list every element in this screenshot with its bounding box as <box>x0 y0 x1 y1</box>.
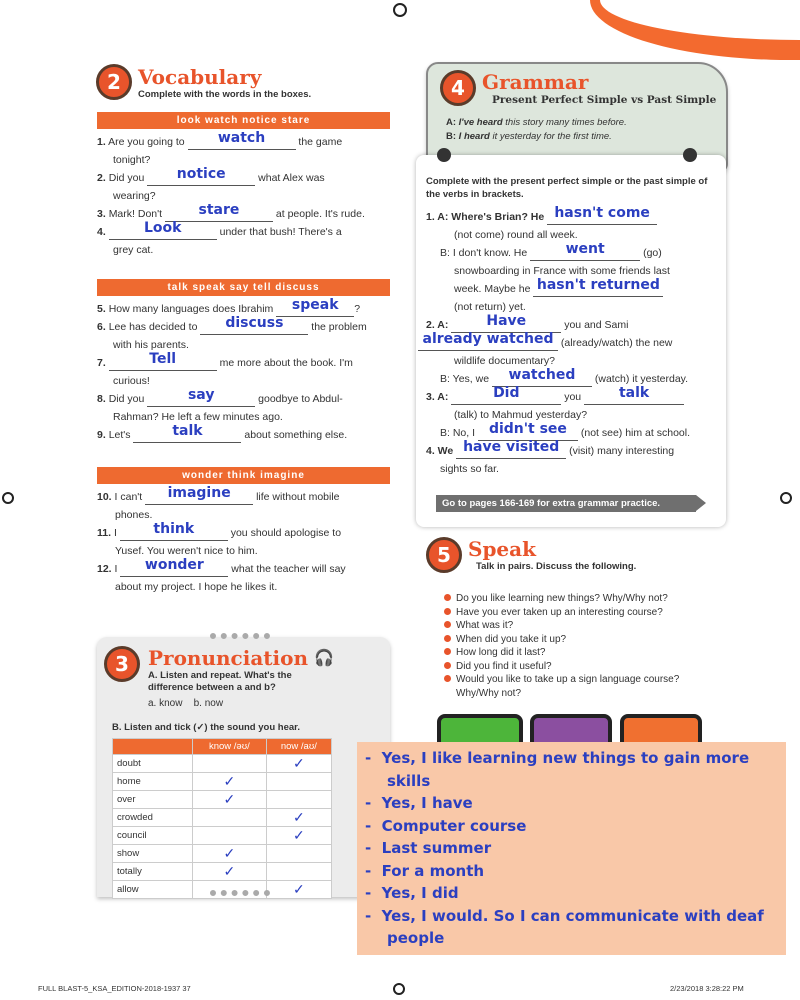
grammar-header <box>440 70 720 106</box>
speak-questions <box>444 592 724 700</box>
answer-line: - Computer course <box>365 816 527 835</box>
answer-say: say <box>187 387 215 403</box>
vocab-item-12: 12. I wonder what the teacher will say <box>97 557 346 575</box>
grammar-line: (not come) round all week. <box>454 229 578 241</box>
vocab-item-10: 10. I can't imagine life without mobile <box>97 485 340 503</box>
list-item: When did you take it up? <box>444 633 724 647</box>
list-item: What was it? <box>444 619 724 633</box>
list-item: Did you find it useful? <box>444 660 724 674</box>
answer-did: Did <box>493 385 520 401</box>
vocab-item-6-cont: with his parents. <box>113 339 189 351</box>
answer-imagine: imagine <box>167 485 231 501</box>
answer-notice: notice <box>176 166 226 182</box>
pron-option-a: a. know <box>148 698 183 709</box>
grammar-line: (not return) yet. <box>454 301 526 313</box>
row-word: allow <box>113 881 193 899</box>
answer-went: went <box>565 241 605 257</box>
screw-icon-right <box>683 148 697 162</box>
table-row <box>113 791 332 809</box>
answer-line: - Yes, I like learning new things to gain more <box>365 749 750 767</box>
tick-cell[interactable] <box>266 863 331 881</box>
vocab-item-6: 6. Lee has decided to discuss the problem <box>97 315 367 333</box>
answer-hasnt-come: hasn't come <box>554 205 650 221</box>
vocab-item-2-cont: wearing? <box>113 190 156 202</box>
grammar-line: sights so far. <box>440 463 499 475</box>
row-word: crowded <box>113 809 193 827</box>
vocab-item-4-cont: grey cat. <box>113 244 154 256</box>
row-word: show <box>113 845 193 863</box>
list-item: Have you ever taken up an interesting course? <box>444 606 724 620</box>
banner-arrow-icon <box>696 495 706 511</box>
answer-think: think <box>153 521 195 537</box>
word-box-1: look watch notice stare <box>97 112 390 129</box>
tick-cell[interactable] <box>193 755 267 773</box>
answer-line: - Yes, I did <box>365 884 459 902</box>
list-item: Would you like to take up a sign language course? <box>444 673 724 687</box>
vocab-item-11: 11. I think you should apologise to <box>97 521 342 539</box>
vocab-items-3 <box>97 485 397 596</box>
footer-right: 2/23/2018 3:28:22 PM <box>670 984 744 993</box>
word-box-3: wonder think imagine <box>97 467 390 484</box>
answer-watched: watched <box>508 367 576 383</box>
vocab-item-5: 5. How many languages does Ibrahim speak ? <box>97 297 361 315</box>
tick-cell[interactable]: ✓ <box>266 755 331 773</box>
vocab-items-1 <box>97 130 397 259</box>
answer-watch: watch <box>217 130 266 146</box>
table-row <box>113 773 332 791</box>
answer-line: - For a month <box>365 861 485 880</box>
headphones-icon: 🎧 <box>314 650 334 667</box>
answer-line: - Yes, I would. So I can communicate with deaf <box>365 906 764 925</box>
registration-mark-right <box>780 492 792 504</box>
row-word: home <box>113 773 193 791</box>
answer-box <box>357 742 786 955</box>
col-now: now /aʊ/ <box>266 739 331 755</box>
table-row <box>113 809 332 827</box>
footer-left: FULL BLAST-5_KSA_EDITION-2018-1937 37 <box>38 984 191 993</box>
pron-table <box>112 738 332 899</box>
vocab-instruction: Complete with the words in the boxes. <box>138 88 312 100</box>
tick-cell[interactable] <box>193 827 267 845</box>
answer-line: - Last summer <box>365 839 492 857</box>
tick-cell[interactable] <box>266 773 331 791</box>
table-row <box>113 755 332 773</box>
speak-number-badge: 5 <box>426 537 462 573</box>
vocab-item-1: 1. Are you going to watch the game <box>97 130 343 148</box>
speak-instruction: Talk in pairs. Discuss the following. <box>476 561 637 572</box>
answer-talk: talk <box>172 423 203 439</box>
answer-discuss: discuss <box>225 315 284 331</box>
table-row <box>113 845 332 863</box>
vocab-item-7: 7. Tell me more about the book. I'm <box>97 351 353 369</box>
vocab-item-3: 3. Mark! Don't stare at people. It's rude. <box>97 202 365 220</box>
pron-header <box>104 646 384 709</box>
pron-option-b: b. now <box>193 698 224 709</box>
vocab-item-8: 8. Did you say goodbye to Abdul- <box>97 387 343 405</box>
vocab-item-1-cont: tonight? <box>113 154 151 166</box>
answer-have: Have <box>486 313 527 329</box>
vocab-item-8-cont: Rahman? He left a few minutes ago. <box>113 411 283 423</box>
answer-wonder: wonder <box>144 557 204 573</box>
list-item: Do you like learning new things? Why/Why not? <box>444 592 724 606</box>
answer-line: people <box>387 929 445 947</box>
answer-line: skills <box>387 771 431 790</box>
pron-dash-bottom <box>210 890 270 896</box>
vocab-item-9: 9. Let's talk about something else. <box>97 423 348 441</box>
tick-cell[interactable]: ✓ <box>193 845 267 863</box>
grammar-title: Grammar <box>482 70 589 94</box>
grammar-instruction: Complete with the present perfect simple or the past simple of the verbs in brackets. <box>426 176 708 200</box>
list-item: Why/Why not? <box>456 687 522 699</box>
row-word: doubt <box>113 755 193 773</box>
grammar-subtitle: Present Perfect Simple vs Past Simple <box>492 94 717 106</box>
tick-cell[interactable] <box>193 809 267 827</box>
grammar-line: snowboarding in France with some friends last <box>454 265 670 277</box>
row-word: council <box>113 827 193 845</box>
col-know: know /əʊ/ <box>193 739 267 755</box>
grammar-number-badge: 4 <box>440 70 476 106</box>
vocab-item-11-cont: Yusef. You weren't nice to him. <box>115 545 258 557</box>
vocab-item-7-cont: curious! <box>113 375 150 387</box>
speak-title: Speak <box>468 537 536 561</box>
tick-cell[interactable]: ✓ <box>193 773 267 791</box>
registration-mark-bottom <box>393 983 405 995</box>
table-row <box>113 827 332 845</box>
registration-mark-top <box>393 3 407 17</box>
answer-hasnt-returned: hasn't returned <box>536 277 660 293</box>
tick-cell[interactable]: ✓ <box>266 809 331 827</box>
vocab-item-4: 4. Look under that bush! There's a <box>97 220 342 238</box>
table-row <box>113 863 332 881</box>
grammar-exercise: 1. A: Where's Brian? He hasn't come (not come) round all week. B: I don't know. He went (go) snowboarding in France with some friends last week. Maybe he hasn't returned (not return) yet. 2. A: Have you and Sami already watched (already/watch) the new wildlife documentary? B: Yes, we watched (watch) it yesterday. 3. A: Did you talk (talk) to Mahmud yesterday? B: No, I didn't see (not see) him at school. 4. We have visited (visit) many interesting sights so far. <box>426 208 721 478</box>
grammar-examples: A: I've heard this story many times before. B: I heard it yesterday for the first time. <box>446 117 627 142</box>
vocab-item-2: 2. Did you notice what Alex was <box>97 166 325 184</box>
pron-b-instruction: B. Listen and tick (✓) the sound you hear. <box>112 722 300 733</box>
vocab-number-badge: 2 <box>96 64 132 100</box>
pron-a-instruction: A. Listen and repeat. What's the difference between a and b? <box>148 670 292 693</box>
extra-practice-banner[interactable]: Go to pages 166-169 for extra grammar practice. <box>436 495 696 512</box>
tick-cell[interactable] <box>266 791 331 809</box>
pron-dash-top <box>210 633 270 639</box>
answer-have-visited: have visited <box>463 439 560 455</box>
tick-cell[interactable] <box>266 845 331 863</box>
grammar-line: wildlife documentary? <box>454 355 555 367</box>
pron-number-badge: 3 <box>104 646 140 682</box>
answer-didnt-see: didn't see <box>488 421 567 437</box>
vocab-section <box>96 64 396 100</box>
list-item: How long did it last? <box>444 646 724 660</box>
answer-already-watched: already watched <box>422 331 554 347</box>
answer-speak: speak <box>291 297 339 313</box>
registration-mark-left <box>2 492 14 504</box>
tick-cell[interactable]: ✓ <box>193 791 267 809</box>
answer-stare: stare <box>198 202 240 218</box>
grammar-line: (talk) to Mahmud yesterday? <box>454 409 588 421</box>
tick-cell[interactable]: ✓ <box>193 863 267 881</box>
answer-talk-grammar: talk <box>618 385 650 401</box>
speak-header <box>426 537 636 573</box>
pron-title: Pronunciation <box>148 646 308 670</box>
answer-line: - Yes, I have <box>365 794 473 812</box>
screw-icon-left <box>437 148 451 162</box>
vocab-item-10-cont: phones. <box>115 509 153 521</box>
tick-cell[interactable]: ✓ <box>266 827 331 845</box>
vocab-items-2 <box>97 297 397 444</box>
vocab-item-12-cont: about my project. I hope he likes it. <box>115 581 278 593</box>
tick-cell[interactable]: ✓ <box>266 881 331 899</box>
answer-tell: Tell <box>149 351 177 367</box>
row-word: totally <box>113 863 193 881</box>
vocab-title: Vocabulary <box>138 64 262 89</box>
word-box-2: talk speak say tell discuss <box>97 279 390 296</box>
row-word: over <box>113 791 193 809</box>
answer-look: Look <box>143 220 182 236</box>
